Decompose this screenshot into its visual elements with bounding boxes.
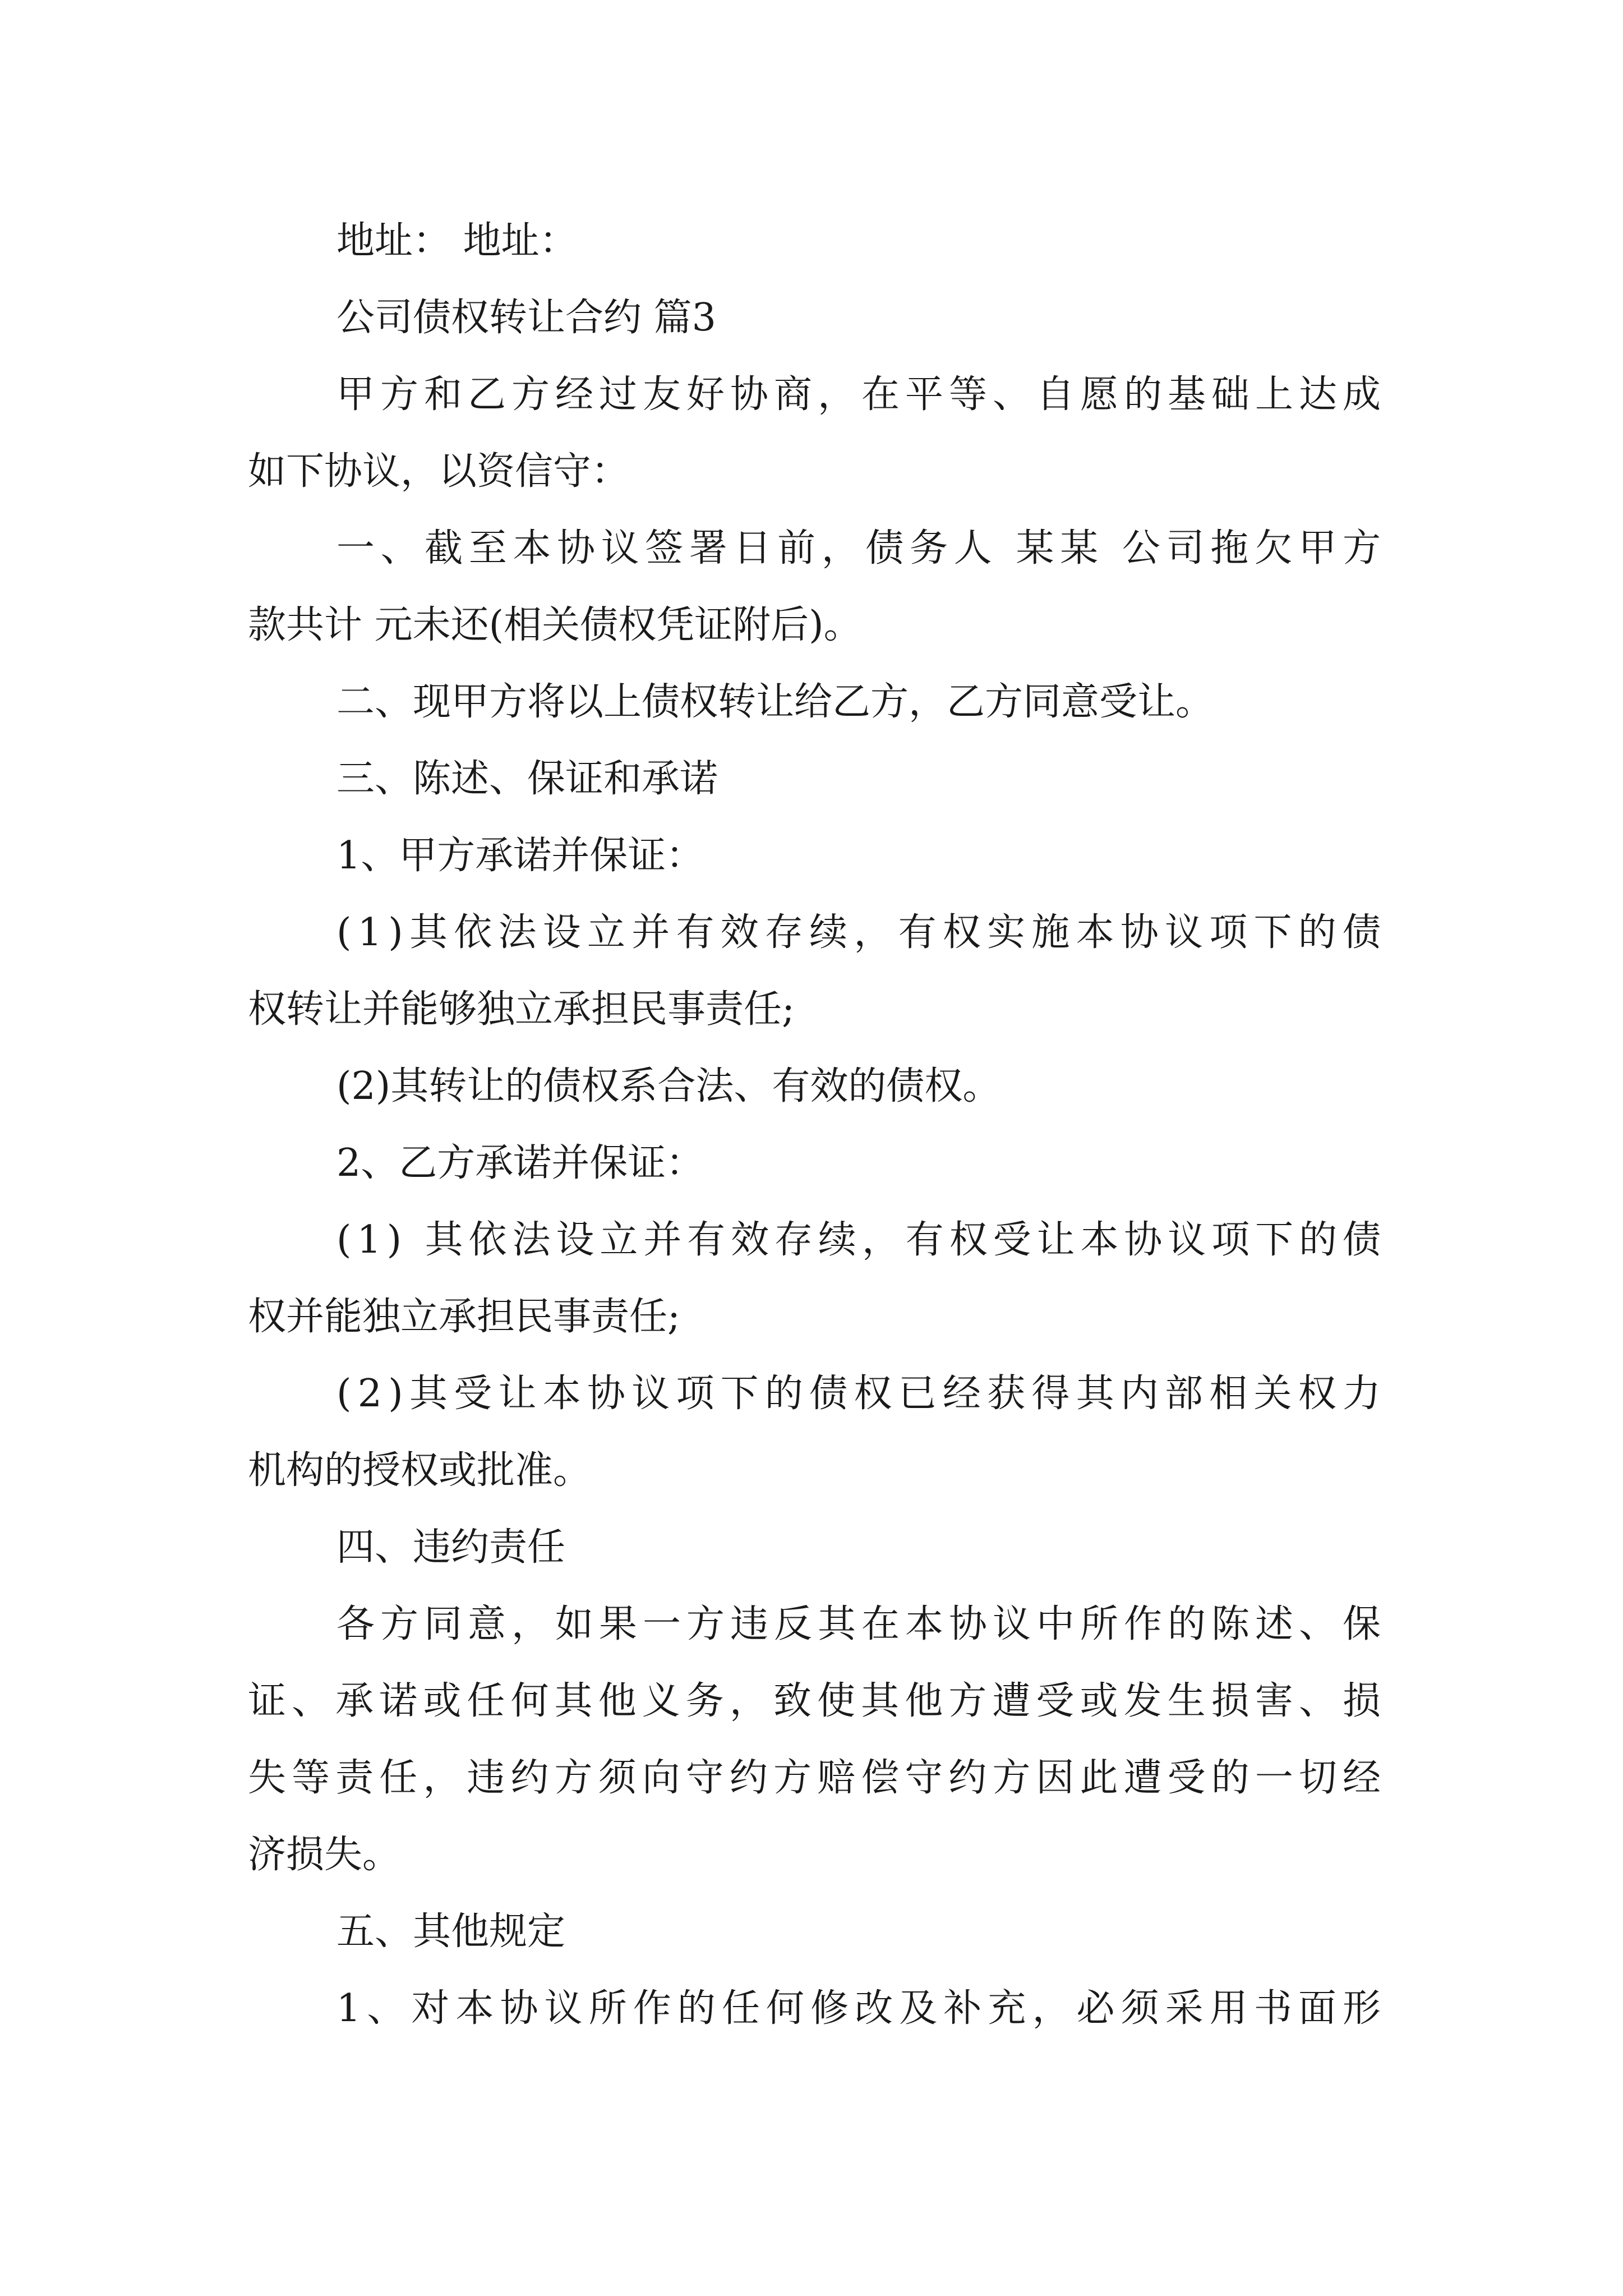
line-text: (2)其转让的债权系合法、有效的债权。 <box>336 1064 1001 1108</box>
line-text: 一、截至本协议签署日前，债务人 某某 公司拖欠甲方 <box>336 526 1387 570</box>
section-title <box>0 289 1623 347</box>
line-text: 二、现甲方将以上债权转让给乙方，乙方同意受让。 <box>336 680 1214 724</box>
line-text: 失等责任，违约方须向守约方赔偿守约方因此遭受的一切经 <box>248 1756 1387 1800</box>
paragraph-line <box>0 1288 1623 1346</box>
line-text: 甲方和乙方经过友好协商，在平等、自愿的基础上达成 <box>336 372 1386 417</box>
paragraph-line <box>0 1057 1623 1116</box>
line-text: 四、违约责任 <box>336 1525 566 1570</box>
line-text: (2)其受让本协议项下的债权已经获得其内部相关权力 <box>336 1372 1387 1416</box>
line-text: 三、陈述、保证和承诺 <box>336 757 718 801</box>
line-text: 权转让并能够独立承担民事责任; <box>248 987 795 1032</box>
paragraph-line <box>0 519 1623 578</box>
address-line <box>0 212 1623 270</box>
paragraph-line <box>0 1980 1623 2038</box>
line-text: 证、承诺或任何其他义务，致使其他方遭受或发生损害、损 <box>248 1679 1387 1723</box>
line-text: 各方同意，如果一方违反其在本协议中所作的陈述、保 <box>336 1602 1386 1646</box>
line-text: 款共计 元未还(相关债权凭证附后)。 <box>248 603 862 647</box>
paragraph-line <box>0 981 1623 1039</box>
paragraph-line <box>0 1365 1623 1423</box>
paragraph-line <box>0 1442 1623 1500</box>
paragraph-line <box>0 1211 1623 1269</box>
paragraph-line <box>0 1826 1623 1884</box>
line-text: 权并能独立承担民事责任; <box>248 1295 680 1339</box>
paragraph-line <box>0 904 1623 962</box>
line-text: 2、乙方承诺并保证： <box>336 1141 704 1185</box>
paragraph-line <box>0 366 1623 424</box>
line-text: 1、对本协议所作的任何修改及补充，必须采用书面形 <box>336 1986 1387 2031</box>
paragraph-line <box>0 1595 1623 1654</box>
paragraph-line <box>0 1749 1623 1807</box>
line-text: (1)其依法设立并有效存续，有权实施本协议项下的债 <box>336 910 1387 955</box>
paragraph-line <box>0 596 1623 655</box>
line-text: (1) 其依法设立并有效存续，有权受让本协议项下的债 <box>336 1218 1386 1262</box>
paragraph-line <box>0 827 1623 885</box>
paragraph-line <box>0 673 1623 731</box>
paragraph-line <box>0 1672 1623 1731</box>
heading-line <box>0 1519 1623 1577</box>
line-text: 地址： 地址： <box>336 219 578 263</box>
heading-line <box>0 750 1623 808</box>
line-text: 公司债权转让合约 篇3 <box>336 296 716 340</box>
line-text: 1、甲方承诺并保证： <box>336 834 704 878</box>
paragraph-line <box>0 1134 1623 1193</box>
line-text: 五、其他规定 <box>336 1910 566 1954</box>
line-text: 如下协议，以资信守： <box>248 449 630 494</box>
heading-line <box>0 1903 1623 1961</box>
line-text: 济损失。 <box>248 1833 401 1877</box>
line-text: 机构的授权或批准。 <box>248 1448 592 1493</box>
paragraph-line <box>0 443 1623 501</box>
